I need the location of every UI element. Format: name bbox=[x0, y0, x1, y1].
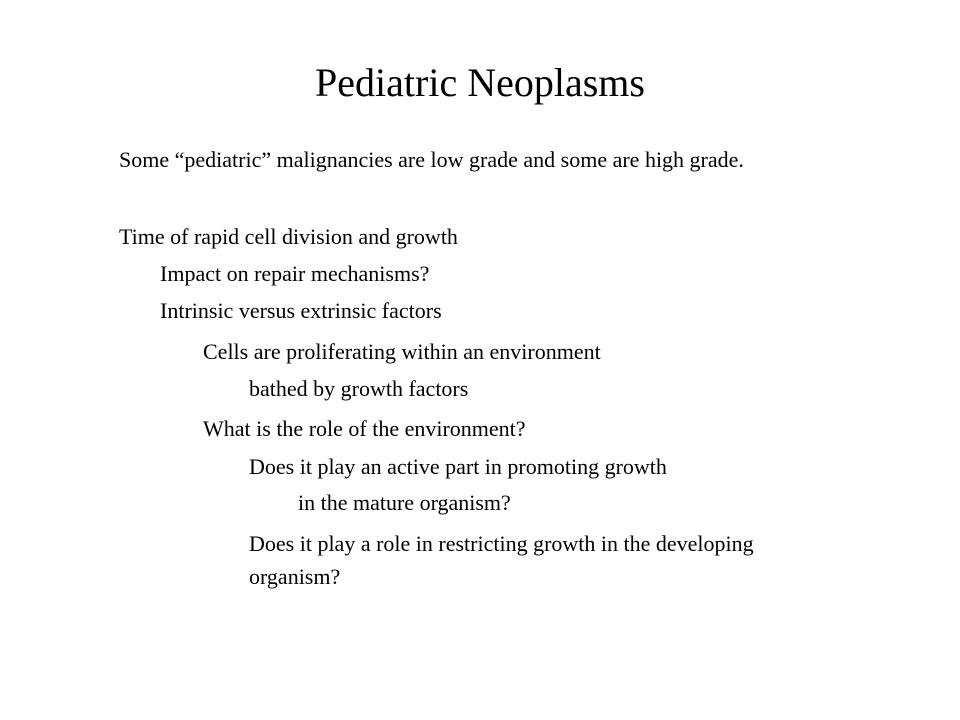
text-line-level2: Impact on repair mechanisms? bbox=[160, 261, 430, 286]
text-line-level5: in the mature organism? bbox=[298, 490, 511, 515]
text-line-level1: Time of rapid cell division and growth bbox=[119, 224, 458, 249]
text-line-level4: bathed by growth factors bbox=[249, 376, 469, 401]
text-line-level3: Cells are proliferating within an environment bbox=[203, 339, 601, 364]
text-line-level3: What is the role of the environment? bbox=[203, 416, 526, 441]
text-line-level4: Does it play an active part in promoting growth bbox=[249, 454, 667, 479]
text-line-level2: Intrinsic versus extrinsic factors bbox=[160, 298, 442, 323]
slide-title: Pediatric Neoplasms bbox=[315, 60, 645, 105]
text-line-intro: Some “pediatric” malignancies are low grade and some are high grade. bbox=[119, 147, 744, 172]
text-line-level4: organism? bbox=[249, 564, 341, 589]
text-line-level4: Does it play a role in restricting growth in the developing bbox=[249, 531, 754, 556]
